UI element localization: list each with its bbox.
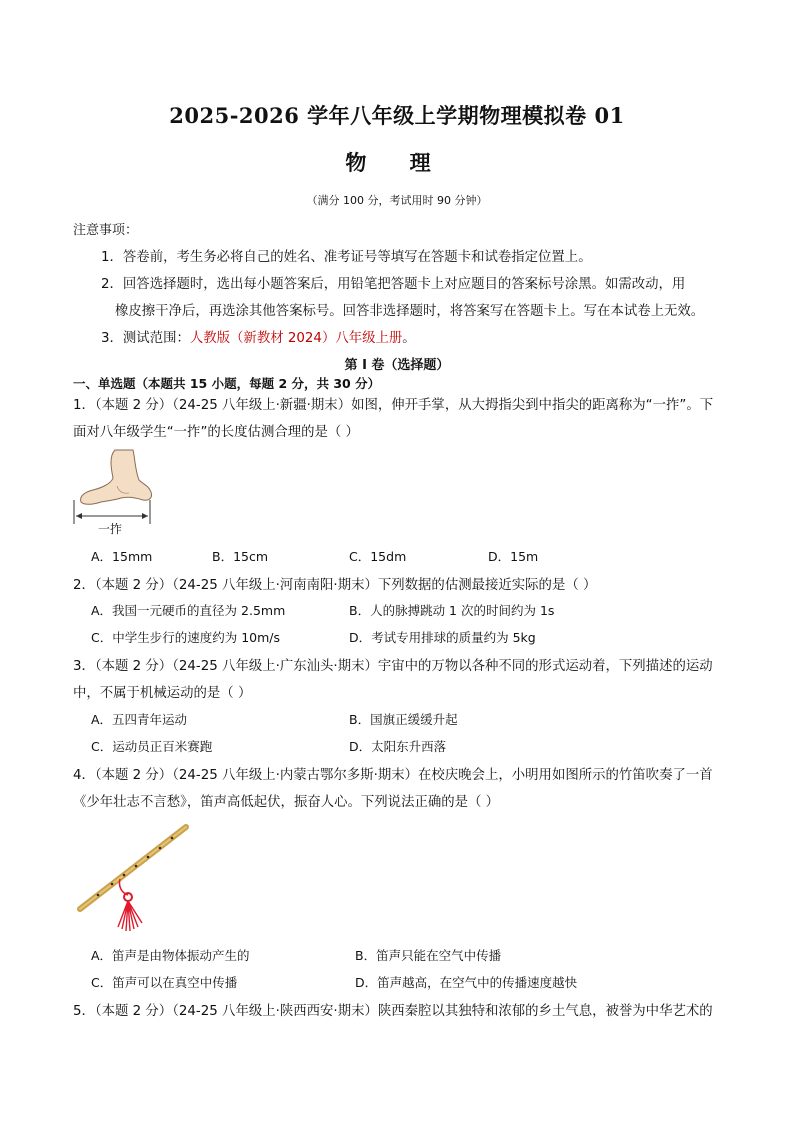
note-item-3-prefix: 3．测试范围： bbox=[101, 331, 190, 346]
q2-option-a: A．我国一元硬币的直径为 2.5mm bbox=[91, 603, 286, 618]
q3-option-b: B．国旗正缓缓升起 bbox=[349, 712, 458, 727]
q4-option-d: D．笛声越高，在空气中的传播速度越快 bbox=[355, 975, 578, 990]
notes-heading: 注意事项： bbox=[73, 223, 139, 238]
q4-option-a: A．笛声是由物体振动产生的 bbox=[91, 948, 250, 963]
bamboo-flute-figure bbox=[72, 817, 192, 935]
q2-option-d: D．考试专用排球的质量约为 5kg bbox=[349, 630, 536, 645]
q1-option-d: D．15m bbox=[488, 549, 539, 564]
note-item-1: 1．答卷前，考生务必将自己的姓名、准考证号等填写在答题卡和试卷指定位置上。 bbox=[101, 250, 592, 265]
q4-stem-line-1: 4．（本题 2 分）（24-25 八年级上·内蒙古鄂尔多斯·期末）在校庆晚会上，小明用如图所示的竹笛吹奏了一首 bbox=[73, 768, 713, 783]
q3-stem-line-2: 中，不属于机械运动的是（ ） bbox=[73, 686, 252, 701]
q2-option-b: B．人的脉搏跳动 1 次的时间约为 1s bbox=[349, 603, 555, 618]
note-item-3-scope: 人教版（新教材 2024）八年级上册 bbox=[189, 331, 403, 346]
note-item-2-line-1: 2．回答选择题时，选出每小题答案后，用铅笔把答题卡上对应题目的答案标号涂黑。如需改动，用 bbox=[101, 277, 686, 292]
q3-stem-line-1: 3．（本题 2 分）（24-25 八年级上·广东汕头·期末）宇宙中的万物以各种不同的形式运动着，下列描述的运动 bbox=[73, 659, 713, 674]
q2-option-c: C．中学生步行的速度约为 10m/s bbox=[91, 630, 281, 645]
q4-option-b: B．笛声只能在空气中传播 bbox=[355, 948, 502, 963]
section-title: 第 I 卷（选择题） bbox=[344, 358, 450, 373]
q5-stem-line-1: 5．（本题 2 分）（24-25 八年级上·陕西西安·期末）陕西秦腔以其独特和浓郁的乡土气息，被誉为中华艺术的 bbox=[73, 1004, 713, 1019]
exam-title: 2025-2026 学年八年级上学期物理模拟卷 01 bbox=[169, 103, 625, 128]
bamboo-flute-icon bbox=[72, 817, 192, 935]
q3-option-d: D．太阳东升西落 bbox=[349, 739, 447, 754]
note-item-2-line-2: 橡皮擦干净后，再选涂其他答案标号。回答非选择题时，将答案写在答题卡上。写在本试卷上无效。 bbox=[115, 304, 705, 319]
exam-meta: （满分 100 分，考试用时 90 分钟） bbox=[306, 194, 488, 207]
q1-stem-line-2: 面对八年级学生“一拃”的长度估测合理的是（ ） bbox=[73, 425, 359, 440]
part-heading: 一、单选题（本题共 15 小题，每题 2 分，共 30 分） bbox=[73, 376, 381, 391]
q1-option-c: C．15dm bbox=[349, 549, 407, 564]
q4-option-c: C．笛声可以在真空中传播 bbox=[91, 975, 238, 990]
hand-span-figure bbox=[71, 446, 161, 540]
hand-span-label: 一拃 bbox=[98, 522, 123, 536]
q1-stem-line-1: 1．（本题 2 分）（24-25 八年级上·新疆·期末）如图，伸开手掌，从大拇指尖到中指尖的距离称为“一拃”。下 bbox=[73, 398, 714, 413]
subject-title: 物 理 bbox=[345, 150, 449, 175]
q3-option-a: A．五四青年运动 bbox=[91, 712, 188, 727]
note-item-3 bbox=[101, 327, 416, 346]
note-item-3-suffix: 。 bbox=[402, 331, 416, 346]
q1-option-a: A．15mm bbox=[91, 549, 153, 564]
q1-option-b: B．15cm bbox=[212, 549, 269, 564]
q3-option-c: C．运动员正百米赛跑 bbox=[91, 739, 213, 754]
q4-stem-line-2: 《少年壮志不言愁》，笛声高低起伏，振奋人心。下列说法正确的是（ ） bbox=[73, 795, 500, 810]
q2-stem-line-1: 2．（本题 2 分）（24-25 八年级上·河南南阳·期末）下列数据的估测最接近实际的是（ ） bbox=[73, 578, 597, 593]
